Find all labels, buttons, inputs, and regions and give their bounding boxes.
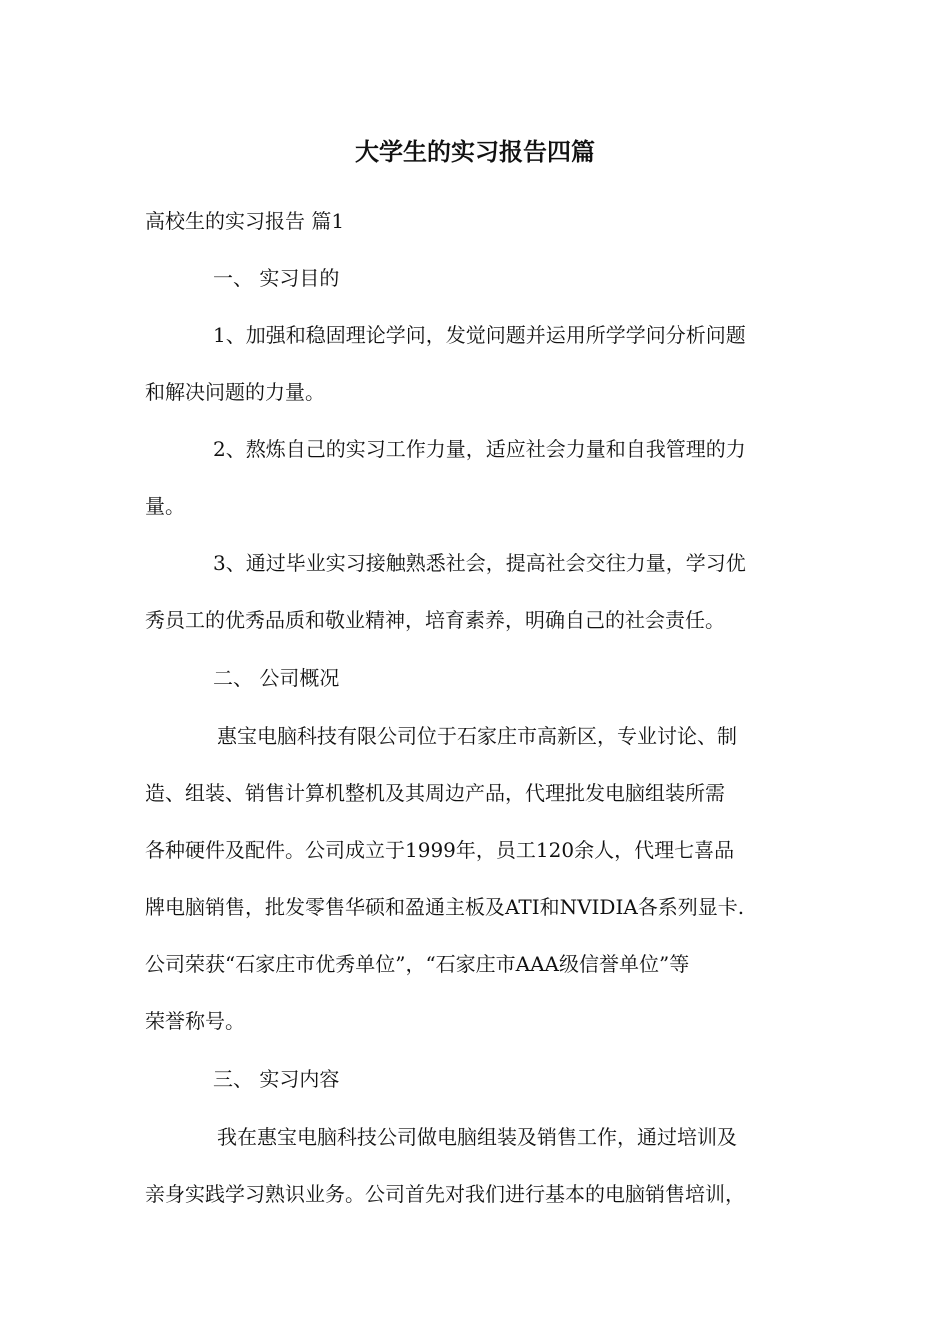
paragraph-line: 荣誉称号。	[145, 1009, 245, 1033]
heading-purpose: 一、 实习目的	[213, 266, 340, 290]
paragraph-line: 和解决问题的力量。	[145, 380, 325, 404]
paragraph-line: 公司荣获“石家庄市优秀单位”，“石家庄市AAA级信誉单位”等	[145, 952, 690, 976]
paragraph-line: 1、加强和稳固理论学问，发觉问题并运用所学学问分析问题	[213, 323, 746, 347]
heading-company: 二、 公司概况	[213, 666, 340, 690]
paragraph-line: 我在惠宝电脑科技公司做电脑组装及销售工作，通过培训及	[217, 1125, 737, 1149]
paragraph-line: 秀员工的优秀品质和敬业精神，培育素养，明确自己的社会责任。	[145, 608, 725, 632]
paragraph-line: 各种硬件及配件。公司成立于1999年，员工120余人，代理七喜品	[145, 838, 735, 862]
paragraph-line: 造、组装、销售计算机整机及其周边产品，代理批发电脑组装所需	[145, 781, 725, 805]
paragraph-line: 量。	[145, 494, 185, 518]
paragraph-line: 亲身实践学习熟识业务。公司首先对我们进行基本的电脑销售培训，	[145, 1182, 745, 1206]
paragraph-line: 惠宝电脑科技有限公司位于石家庄市高新区，专业讨论、制	[217, 724, 737, 748]
paragraph-line: 2、熬炼自己的实习工作力量，适应社会力量和自我管理的力	[213, 437, 746, 461]
paragraph-line: 牌电脑销售，批发零售华硕和盈通主板及ATI和NVIDIA各系列显卡.	[145, 895, 745, 919]
section-heading: 高校生的实习报告 篇1	[145, 209, 345, 233]
document-title: 大学生的实习报告四篇	[355, 137, 595, 166]
heading-content: 三、 实习内容	[213, 1067, 340, 1091]
paragraph-line: 3、通过毕业实习接触熟悉社会，提高社会交往力量，学习优	[213, 551, 746, 575]
